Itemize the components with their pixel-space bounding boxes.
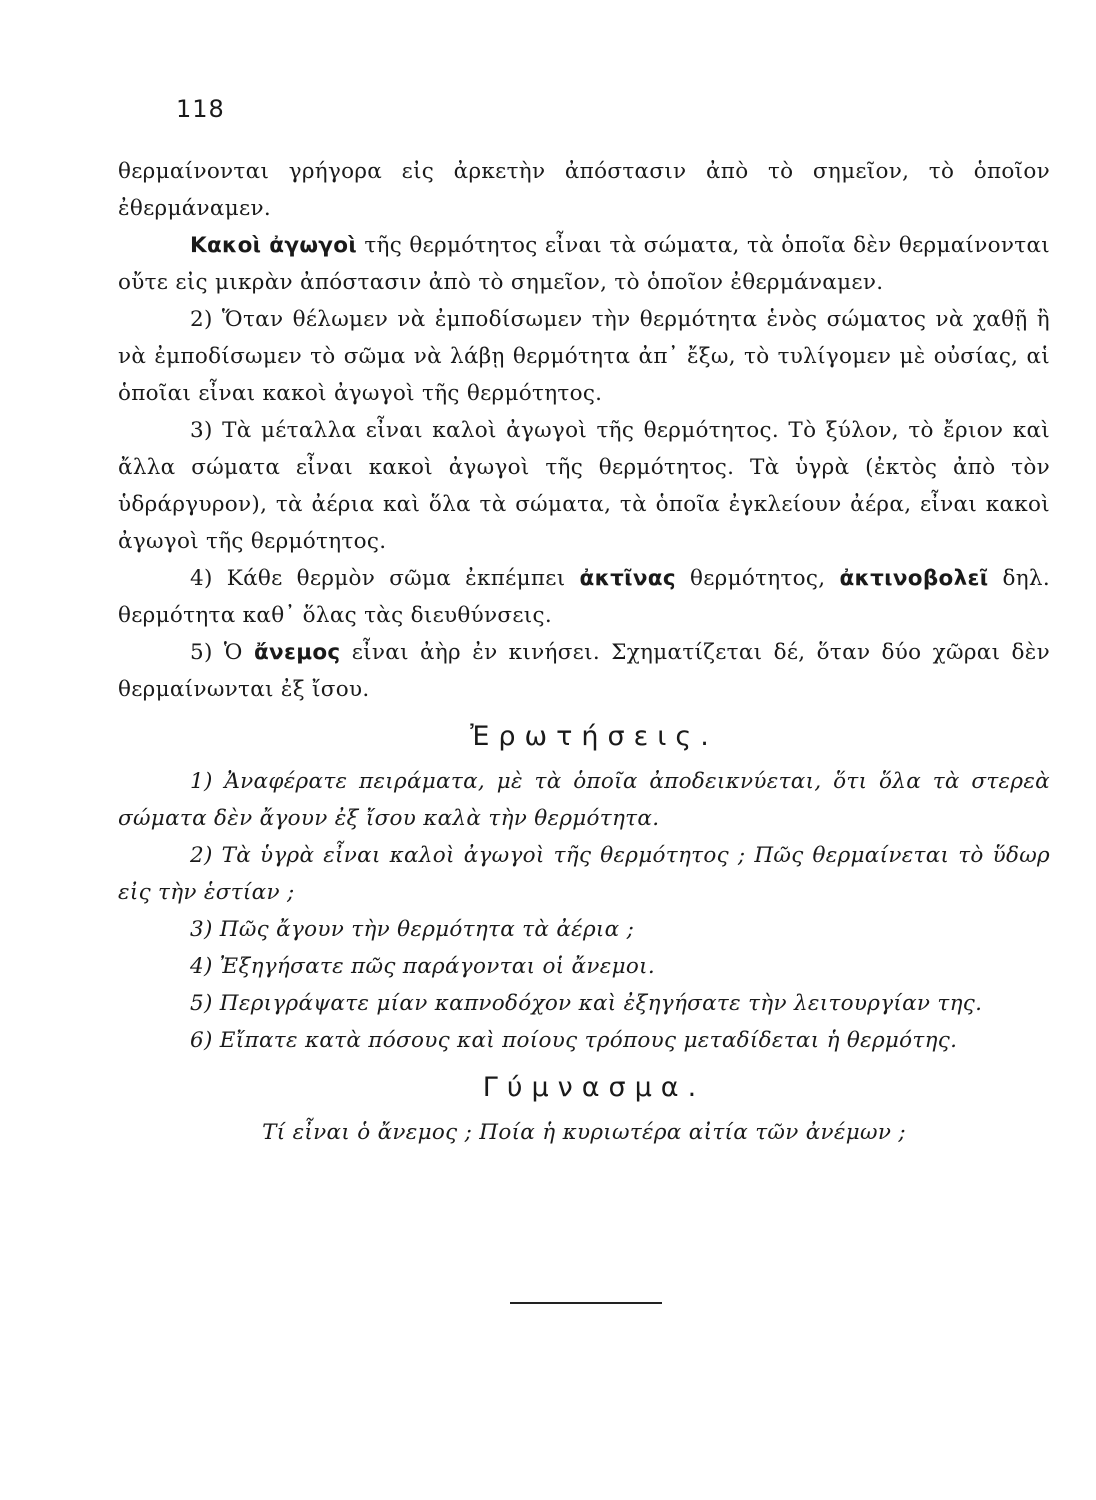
paragraph-2: 2) Ὅταν θέλωμεν νὰ ἐμποδίσωμεν τὴν θερμότητα ἑνὸς σώματος νὰ χαθῇ ἢ νὰ ἐμποδίσωμεν τὸ σῶμα νὰ λάβῃ θερμότητα ἀπ᾽ ἔξω, τὸ τυλίγομεν μὲ οὐσίας, αἱ ὁποῖαι εἶναι κακοὶ ἀγωγοὶ τῆς θερμότητος. (118, 307, 1050, 406)
question-6: 6) Εἴπατε κατὰ πόσους καὶ ποίους τρόπους μεταδίδεται ἡ θερμότης. (190, 1028, 958, 1053)
paragraph-continuation: θερμαίνονται γρήγορα εἰς ἀρκετὴν ἀπόστασιν ἀπὸ τὸ σημεῖον, τὸ ὁποῖον ἐθερμάναμεν. (118, 159, 1050, 221)
question-4: 4) Ἐξηγήσατε πῶς παράγονται οἱ ἄνεμοι. (190, 954, 655, 979)
paragraph-5 (118, 634, 1050, 708)
term-wind: ἄνεμος (253, 640, 341, 665)
paragraph-text: δηλ. θερμότητα καθ᾽ ὅλας τὰς διευθύνσεις. (118, 566, 1050, 628)
question-3: 3) Πῶς ἄγουν τὴν θερμότητα τὰ ἀέρια ; (190, 917, 635, 942)
paragraph-text: τῆς θερμότητος εἶναι τὰ σώματα, τὰ ὁποῖα δὲν θερμαίνονται οὔτε εἰς μικρὰν ἀπόστασιν ἀπὸ τὸ σημεῖον, τὸ ὁποῖον ἐθερμάναμεν. (118, 233, 1051, 295)
paragraph-text: 5) Ὁ (190, 640, 254, 665)
paragraph-4 (118, 560, 1050, 634)
term-rays: ἀκτῖνας (579, 566, 676, 591)
body-text (118, 153, 1050, 1151)
page-number: 118 (176, 95, 225, 123)
paragraph-3: 3) Τὰ μέταλλα εἶναι καλοὶ ἀγωγοὶ τῆς θερμότητος. Τὸ ξύλον, τὸ ἔριον καὶ ἄλλα σώματα εἶναι κακοὶ ἀγωγοὶ τῆς θερμότητος. Τὰ ὑγρὰ (ἐκτὸς ἀπὸ τὸν ὑδράργυρον), τὰ ἀέρια καὶ ὅλα τὰ σώματα, τὰ ὁποῖα ἐγκλείουν ἀέρα, εἶναι κακοὶ ἀγωγοὶ τῆς θερμότητος. (118, 418, 1050, 554)
page (118, 95, 1050, 1151)
paragraph-text: εἶναι ἀὴρ ἐν κινήσει. Σχηματίζεται δέ, ὅταν δύο χῶραι δὲν θερμαίνωνται ἐξ ἴσου. (118, 640, 1050, 702)
question-2: 2) Τὰ ὑγρὰ εἶναι καλοὶ ἀγωγοὶ τῆς θερμότητος ; Πῶς θερμαίνεται τὸ ὕδωρ εἰς τὴν ἑστίαν ; (118, 843, 1050, 905)
exercise-text: Τί εἶναι ὁ ἄνεμος ; Ποία ἡ κυριωτέρα αἰτία τῶν ἀνέμων ; (262, 1120, 906, 1145)
paragraph-bad-conductors (118, 227, 1050, 301)
question-1: 1) Ἀναφέρατε πειράματα, μὲ τὰ ὁποῖα ἀποδεικνύεται, ὅτι ὅλα τὰ στερεὰ σώματα δὲν ἄγουν ἐξ ἴσου καλὰ τὴν θερμότητα. (118, 769, 1050, 831)
exercise-heading: Γύμνασμα. (482, 1072, 706, 1103)
paragraph-text: θερμότητος, (675, 566, 840, 591)
questions-heading: Ἐρωτήσεις. (470, 721, 718, 752)
end-rule (510, 1302, 662, 1304)
term-bad-conductors: Κακοὶ ἀγωγοὶ (190, 233, 358, 258)
question-5: 5) Περιγράψατε μίαν καπνοδόχον καὶ ἐξηγήσατε τὴν λειτουργίαν της. (190, 991, 983, 1016)
paragraph-text: 4) Κάθε θερμὸν σῶμα ἐκπέμπει (190, 566, 580, 591)
term-radiates: ἀκτινοβολεῖ (839, 566, 989, 591)
